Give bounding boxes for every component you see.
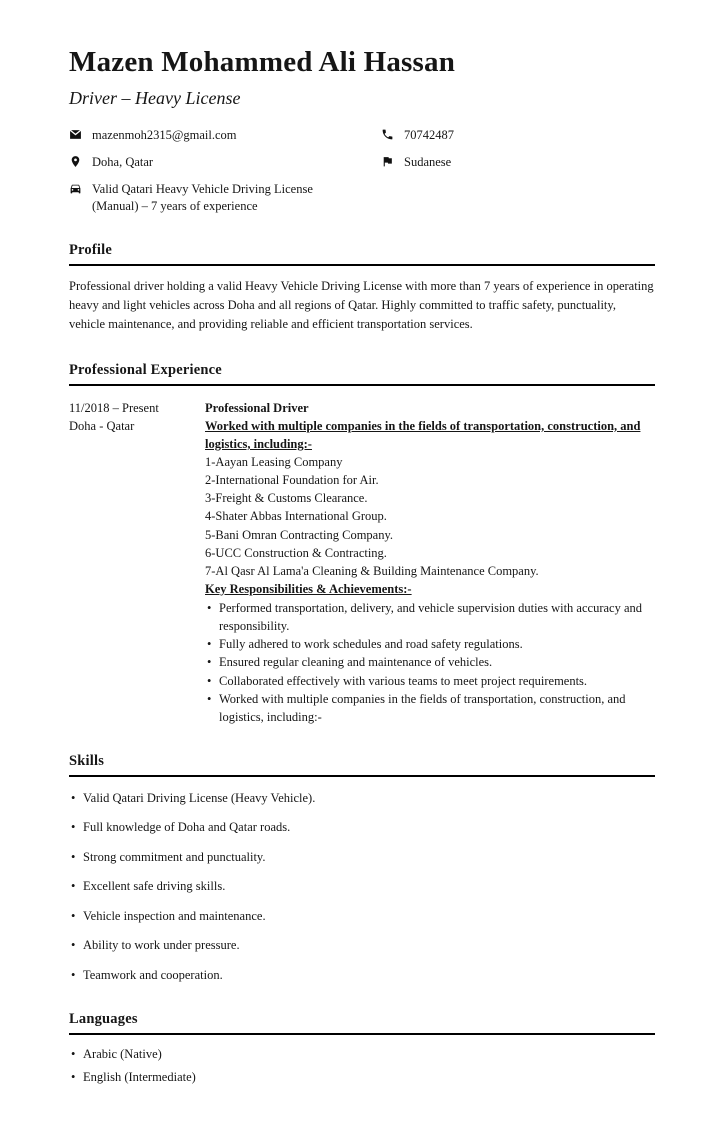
car-icon	[69, 182, 82, 195]
contact-license-text: Valid Qatari Heavy Vehicle Driving License (Manual) – 7 years of experience	[92, 181, 313, 213]
skill-item: • Ability to work under pressure.	[69, 937, 655, 955]
contact-location-text: Doha, Qatar	[92, 154, 154, 169]
responsibility-item: • Collaborated effectively with various teams to meet project requirements.	[205, 672, 655, 690]
responsibility-item: • Fully adhered to work schedules and road safety regulations.	[205, 635, 655, 653]
contact-info	[69, 127, 655, 215]
company-line: 4-Shater Abbas International Group.	[205, 509, 387, 524]
experience-intro: Worked with multiple companies in the fields of transportation, construction, and logistics, including:-	[205, 418, 641, 451]
language-item: • Arabic (Native)	[69, 1046, 655, 1064]
language-item: • English (Intermediate)	[69, 1069, 655, 1087]
experience-entry	[69, 399, 655, 726]
responsibility-item: • Performed transportation, delivery, and vehicle supervision duties with accuracy and responsibility.	[205, 599, 655, 635]
section-experience	[69, 362, 655, 726]
company-line: 5-Bani Omran Contracting Company.	[205, 527, 394, 542]
languages-heading: Languages	[69, 1011, 655, 1035]
responsibility-item: • Ensured regular cleaning and maintenance of vehicles.	[205, 653, 655, 671]
skill-item: • Teamwork and cooperation.	[69, 967, 655, 985]
profile-heading: Profile	[69, 242, 655, 266]
section-profile	[69, 242, 655, 335]
skill-item: • Strong commitment and punctuality.	[69, 849, 655, 867]
experience-heading: Professional Experience	[69, 362, 655, 386]
skill-item: • Valid Qatari Driving License (Heavy Vehicle).	[69, 790, 655, 808]
contact-email-text: mazenmoh2315@gmail.com	[92, 128, 237, 142]
experience-role: Professional Driver	[205, 400, 309, 415]
mail-icon	[69, 128, 82, 141]
skills-list	[69, 790, 655, 985]
company-line: 2-International Foundation for Air.	[205, 473, 379, 488]
experience-meta	[69, 399, 205, 726]
contact-phone-text: 70742487	[404, 128, 454, 142]
candidate-name: Mazen Mohammed Ali Hassan	[69, 46, 456, 78]
experience-dates: 11/2018 – Present	[69, 400, 159, 415]
responsibilities-heading: Key Responsibilities & Achievements:-	[205, 581, 412, 596]
location-pin-icon	[69, 155, 82, 168]
phone-icon	[381, 128, 394, 141]
contact-nationality	[381, 154, 655, 171]
experience-content	[205, 399, 655, 726]
skill-item: • Vehicle inspection and maintenance.	[69, 908, 655, 926]
company-line: 3-Freight & Customs Clearance.	[205, 491, 368, 506]
contact-phone	[381, 127, 655, 144]
skills-heading: Skills	[69, 753, 655, 777]
section-languages	[69, 1011, 655, 1086]
skill-item: • Full knowledge of Doha and Qatar roads.	[69, 819, 655, 837]
experience-companies	[205, 453, 655, 580]
candidate-job-title: Driver – Heavy License	[69, 88, 241, 108]
contact-nationality-text: Sudanese	[404, 154, 452, 169]
company-line: 7-Al Qasr Al Lama'a Cleaning & Building Maintenance Company.	[205, 563, 539, 578]
contact-license	[69, 181, 381, 215]
contact-email	[69, 127, 381, 144]
flag-icon	[381, 155, 394, 168]
responsibilities-list	[205, 599, 655, 726]
responsibility-item: • Worked with multiple companies in the fields of transportation, construction, and logistics, including:-	[205, 690, 655, 726]
contact-location	[69, 154, 381, 171]
skill-item: • Excellent safe driving skills.	[69, 878, 655, 896]
company-line: 6-UCC Construction & Contracting.	[205, 545, 387, 560]
profile-text: Professional driver holding a valid Heavy Vehicle Driving License with more than 7 years of experience in operating heavy and light vehicles across Doha and all regions of Qatar. Highly committed to traffic safety, punctuality, vehicle maintenance, and providing reliable and efficient transportation services.	[69, 278, 654, 332]
resume-header	[69, 46, 655, 215]
experience-location: Doha - Qatar	[69, 419, 135, 434]
section-skills	[69, 753, 655, 985]
company-line: 1-Aayan Leasing Company	[205, 455, 343, 469]
languages-list	[69, 1046, 655, 1086]
